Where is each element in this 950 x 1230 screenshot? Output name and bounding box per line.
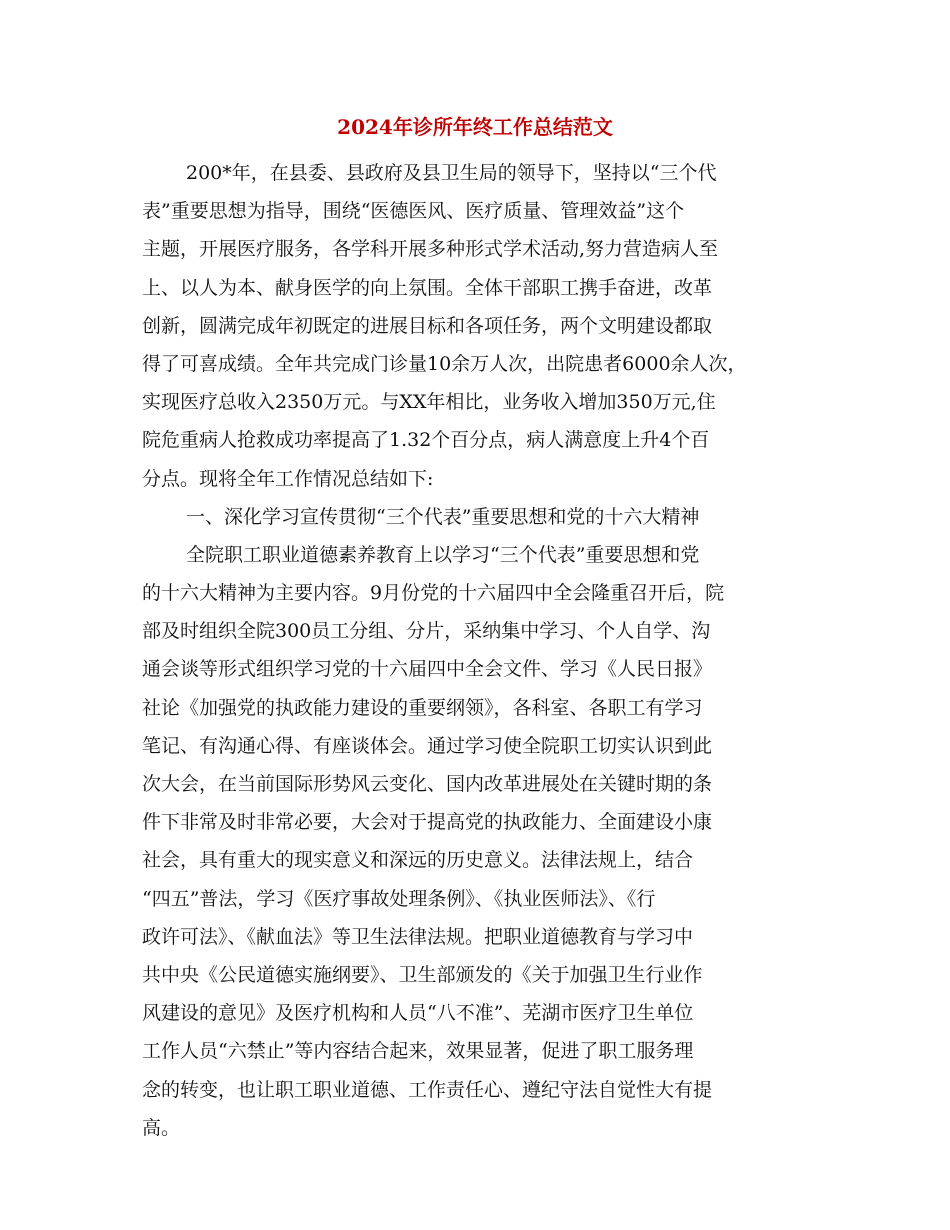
- body-line: 风建设的意见》及医疗机构和人员“八不准”、芜湖市医疗卫生单位: [142, 1002, 694, 1025]
- body-line: 件下非常及时非常必要，大会对于提高党的执政能力、全面建设小康: [142, 811, 713, 834]
- body-line: “四五”普法，学习《医疗事故处理条例》、《执业医师法》、《行: [142, 887, 656, 910]
- body-line: 政许可法》、《献血法》等卫生法律法规。把职业道德教育与学习中: [142, 925, 694, 948]
- document-body: [142, 158, 822, 1151]
- body-line: 念的转变，也让职工职业道德、工作责任心、遵纪守法自觉性大有提: [142, 1078, 713, 1101]
- body-line: 工作人员“六禁止”等内容结合起来，效果显著，促进了职工服务理: [142, 1040, 694, 1063]
- document-title: 2024年诊所年终工作总结范文: [337, 115, 613, 139]
- body-line: 通会谈等形式组织学习党的十六届四中全会文件、学习《人民日报》: [142, 658, 713, 681]
- body-line: 高。: [142, 1116, 181, 1139]
- body-line: 次大会，在当前国际形势风云变化、国内改革进展处在关键时期的条: [142, 773, 713, 795]
- body-line: 表”重要思想为指导，围绕“医德医风、医疗质量、管理效益”这个: [142, 200, 685, 223]
- body-line: 的十六大精神为主要内容。9月份党的十六届四中全会隆重召开后，院: [142, 582, 725, 605]
- body-line: 院危重病人抢救成功率提高了1.32个百分点，病人满意度上升4个百: [142, 429, 710, 452]
- body-line: 主题，开展医疗服务，各学科开展多种形式学术活动,努力营造病人至: [142, 238, 719, 261]
- section-heading: 一、深化学习宣传贯彻“三个代表”重要思想和党的十六大精神: [186, 505, 700, 528]
- body-line: 全院职工职业道德素养教育上以学习“三个代表”重要思想和党: [186, 543, 700, 566]
- body-line: 200*年，在县委、县政府及县卫生局的领导下，坚持以“三个代: [186, 162, 717, 184]
- body-line: 部及时组织全院300员工分组、分片，采纳集中学习、个人自学、沟: [142, 620, 711, 643]
- body-line: 得了可喜成绩。全年共完成门诊量10余万人次，出院患者6000余人次，: [142, 352, 747, 375]
- body-line: 上、以人为本、献身医学的向上氛围。全体干部职工携手奋进，改革: [142, 276, 713, 299]
- body-line: 分点。现将全年工作情况总结如下:: [142, 467, 434, 490]
- body-line: 社论《加强党的执政能力建设的重要纲领》，各科室、各职工有学习: [142, 696, 703, 719]
- body-line: 实现医疗总收入2350万元。与XX年相比，业务收入增加350万元,住: [142, 391, 716, 414]
- body-line: 创新，圆满完成年初既定的进展目标和各项任务，两个文明建设都取: [142, 314, 713, 337]
- body-line: 笔记、有沟通心得、有座谈体会。通过学习使全院职工切实认识到此: [142, 734, 713, 757]
- body-line: 社会，具有重大的现实意义和深远的历史意义。法律法规上，结合: [142, 849, 694, 872]
- body-line: 共中央《公民道德实施纲要》、卫生部颁发的《关于加强卫生行业作: [142, 963, 703, 986]
